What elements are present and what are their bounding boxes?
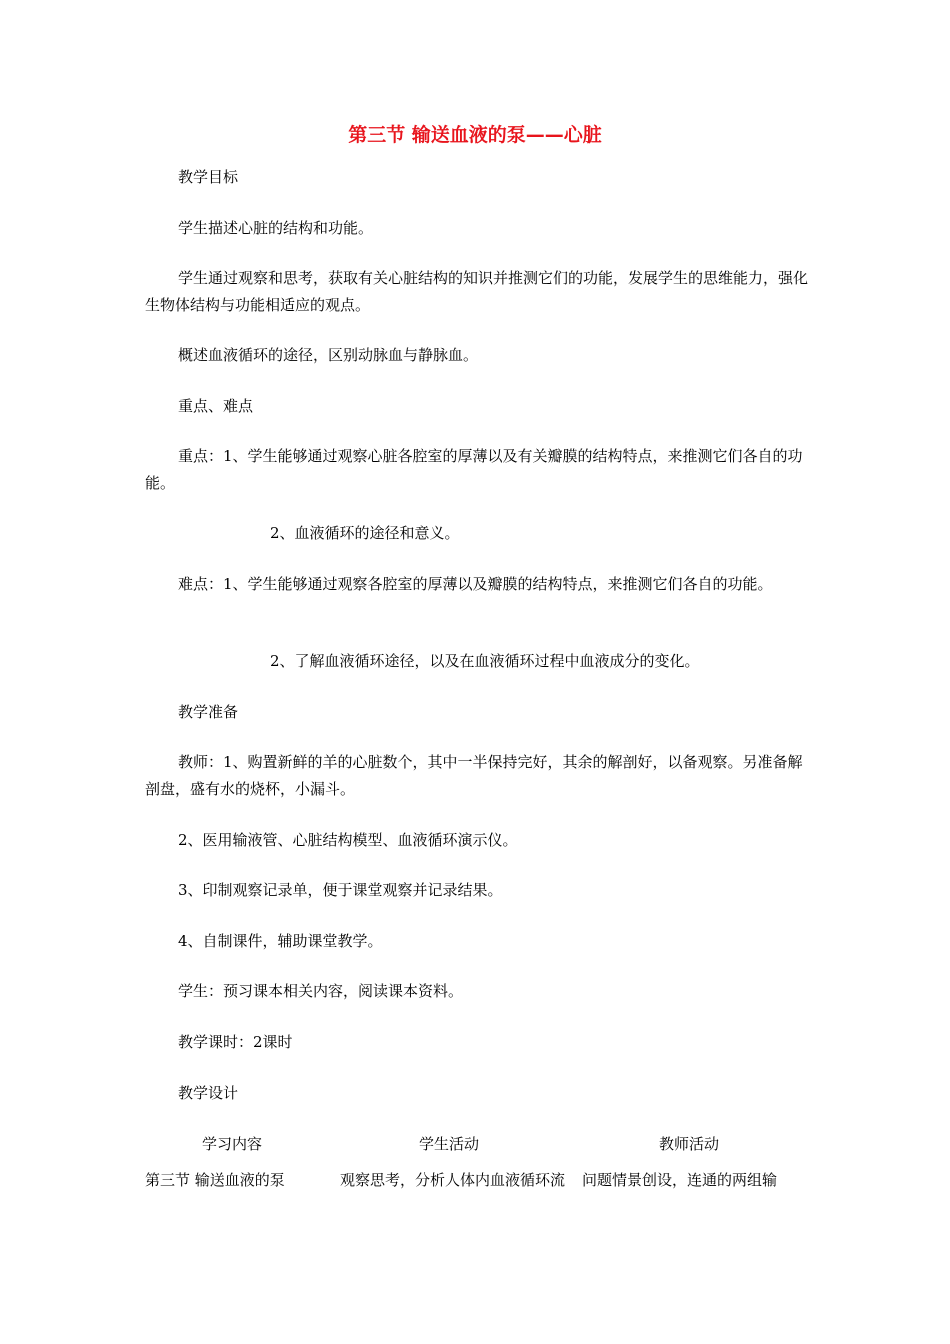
paragraph: 难点：1、学生能够通过观察各腔室的厚薄以及瓣膜的结构特点，来推测它们各自的功能。 [178,575,773,593]
table-cell: 第三节 输送血液的泵 [145,1171,285,1189]
paragraph: 学生描述心脏的结构和功能。 [178,219,374,237]
table-header-cell: 学生活动 [419,1135,480,1153]
paragraph: 重点：1、学生能够通过观察心脏各腔室的厚薄以及有关瓣膜的结构特点，来推测它们各自的功能。 [145,447,803,492]
paragraph: 概述血液循环的途径，区别动脉血与静脉血。 [178,346,479,364]
paragraph: 4、自制课件，辅助课堂教学。 [178,932,383,950]
table-header-cell: 教师活动 [659,1135,720,1153]
table-header-cell: 学习内容 [202,1135,263,1153]
table-cell: 问题情景创设，连通的两组输 [582,1171,778,1189]
heading-key-points: 重点、难点 [178,397,254,415]
paragraph: 2、血液循环的途径和意义。 [270,524,460,542]
heading-teaching-design: 教学设计 [178,1084,239,1102]
table-cell: 观察思考，分析人体内血液循环流 [340,1171,566,1189]
heading-teaching-goals: 教学目标 [178,168,239,186]
paragraph: 学生通过观察和思考，获取有关心脏结构的知识并推测它们的功能，发展学生的思维能力，强化生物体结构与功能相适应的观点。 [145,269,809,314]
paragraph: 2、医用输液管、心脏结构模型、血液循环演示仪。 [178,831,518,849]
paragraph: 3、印制观察记录单，便于课堂观察并记录结果。 [178,881,503,899]
paragraph: 教学课时：2课时 [178,1033,293,1051]
paragraph: 教师：1、购置新鲜的羊的心脏数个，其中一半保持完好，其余的解剖好，以备观察。另准备解剖盘，盛有水的烧杯，小漏斗。 [145,753,803,798]
paragraph: 2、了解血液循环途径，以及在血液循环过程中血液成分的变化。 [270,652,700,670]
page-title: 第三节 输送血液的泵——心脏 [348,124,602,146]
heading-preparation: 教学准备 [178,703,239,721]
paragraph: 学生：预习课本相关内容，阅读课本资料。 [178,982,464,1000]
